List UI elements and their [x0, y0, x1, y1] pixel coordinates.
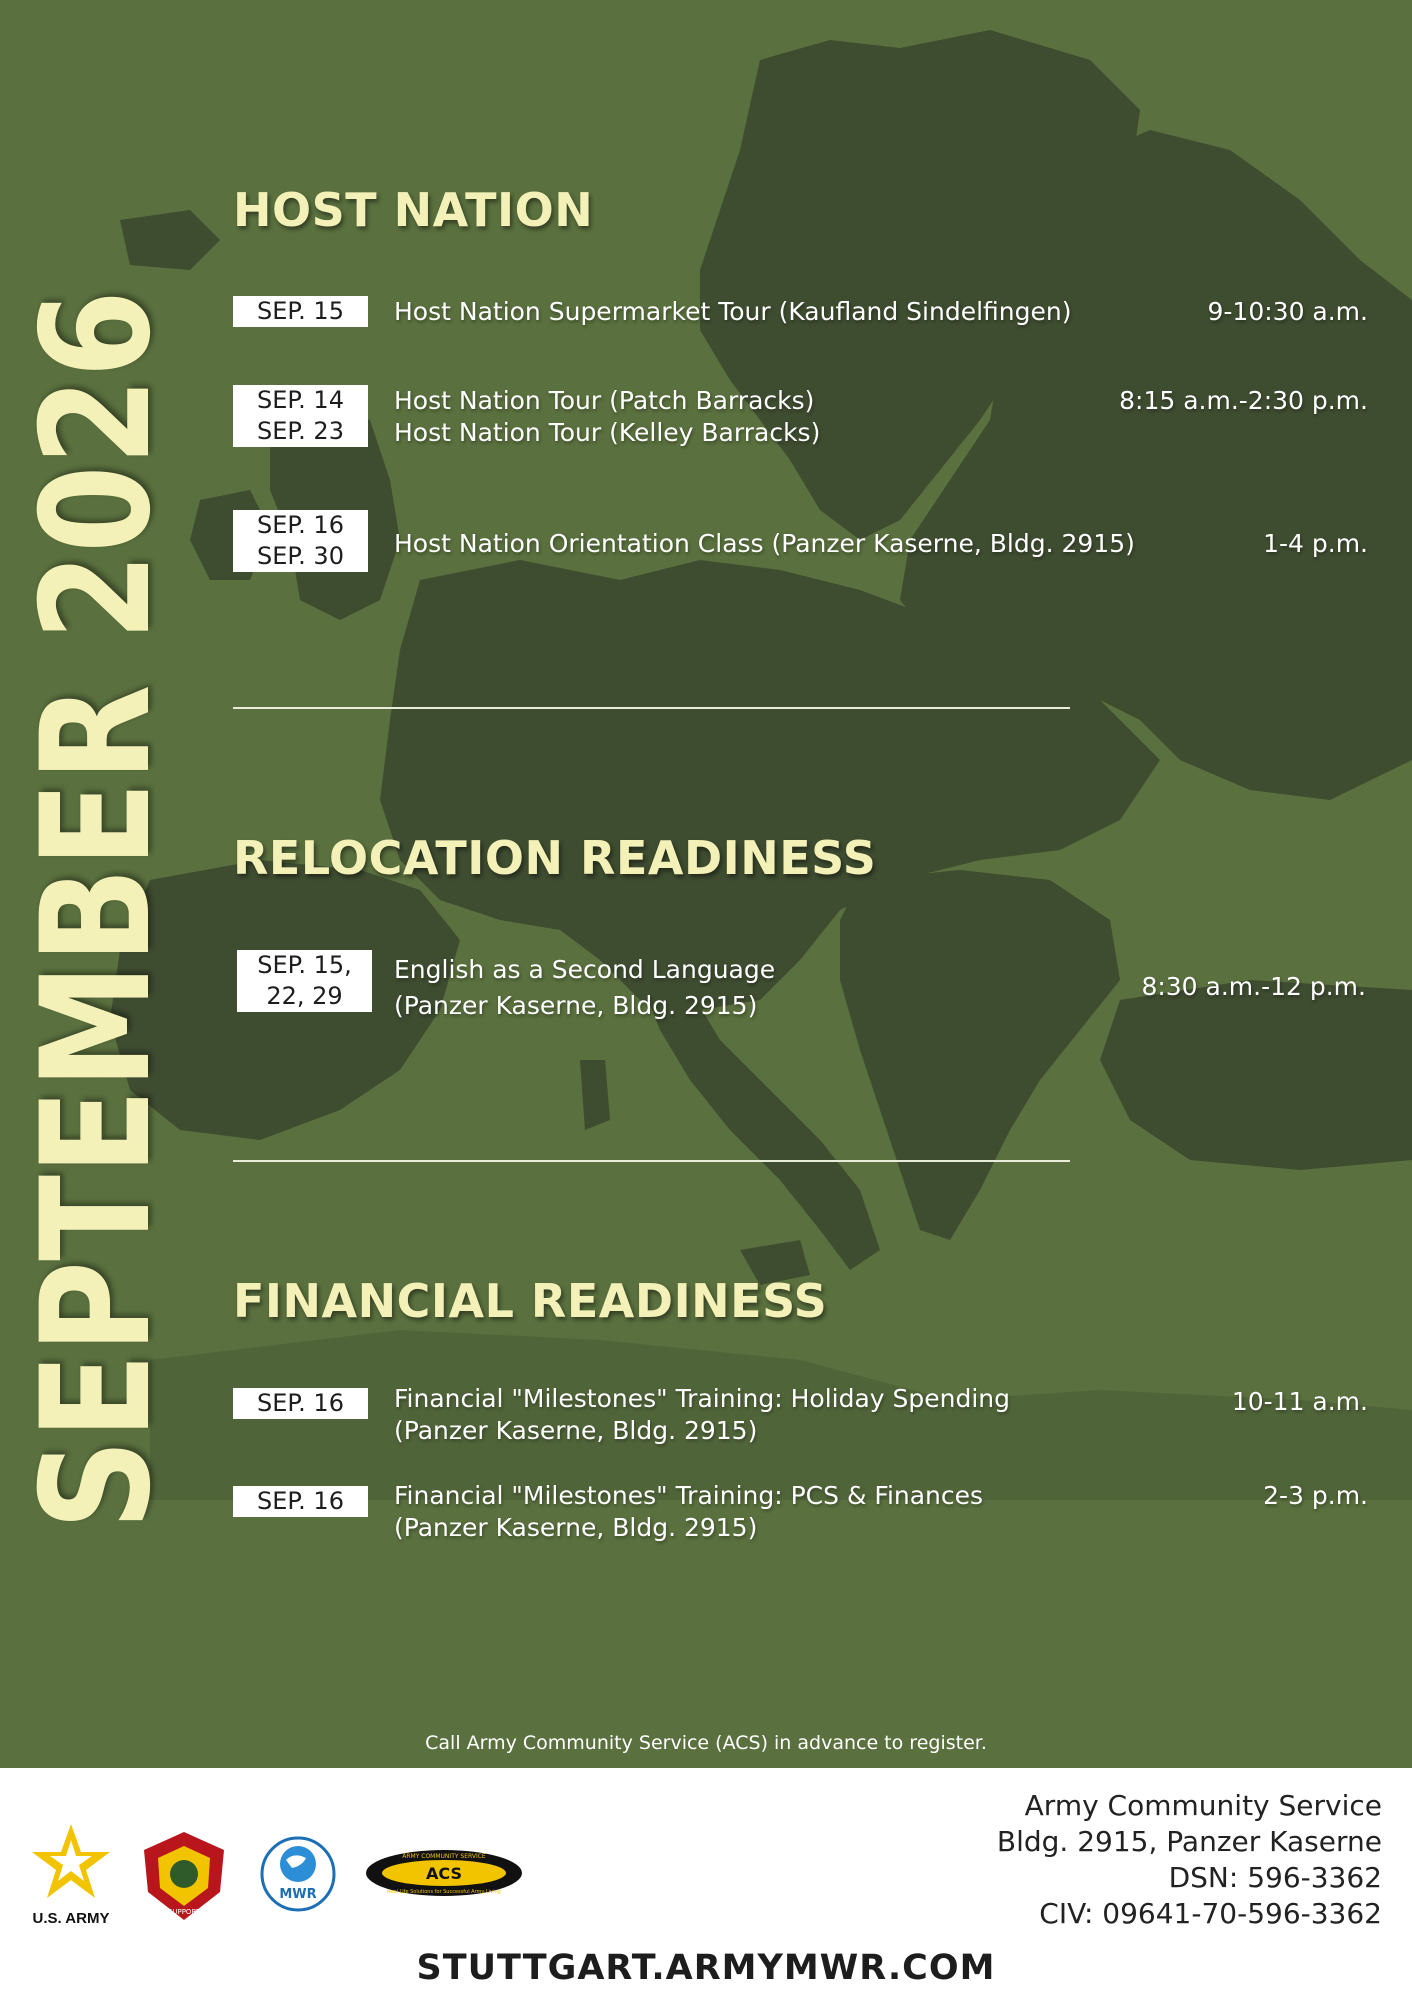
section-title-financial: FINANCIAL READINESS [233, 1274, 828, 1328]
acs-logo [364, 1848, 524, 1902]
us-army-logo [28, 1820, 114, 1927]
shield-icon [140, 1830, 228, 1924]
event-title [394, 1480, 983, 1544]
date-badge [233, 296, 368, 327]
date-badge [233, 1486, 368, 1517]
acs-ring-top: ARMY COMMUNITY SERVICE [402, 1853, 486, 1860]
date-text: SEP. 16 [257, 1487, 344, 1515]
mwr-label: MWR [279, 1887, 317, 1902]
installation-support-logo [140, 1830, 228, 1928]
section-divider [233, 1160, 1070, 1162]
event-time: 8:30 a.m.-12 p.m. [1141, 972, 1366, 1001]
event-line: Host Nation Tour (Kelley Barracks) [394, 418, 821, 447]
contact-line: CIV: 09641-70-596-3362 [1039, 1897, 1382, 1930]
acs-emblem-icon [364, 1848, 524, 1898]
event-time: 10-11 a.m. [1231, 1387, 1368, 1416]
date-badge [233, 385, 368, 447]
date-badge [237, 950, 372, 1012]
date-text: SEP. 23 [257, 417, 344, 445]
mwr-logo [258, 1834, 338, 1918]
support-ring-text: SUPPORT [167, 1908, 201, 1916]
event-title [394, 1383, 1010, 1447]
event-time: 9-10:30 a.m. [1207, 297, 1368, 326]
section-divider [233, 707, 1070, 709]
date-text: SEP. 15, [257, 951, 352, 979]
event-time: 8:15 a.m.-2:30 p.m. [1119, 386, 1368, 415]
event-line: Financial "Milestones" Training: PCS & Finances [394, 1481, 984, 1510]
acs-ring-bottom: Real Life Solutions for Successful Army Living [387, 1889, 501, 1895]
date-badge [233, 1388, 368, 1419]
date-badge [233, 510, 368, 572]
acs-label: ACS [426, 1864, 462, 1883]
website-link[interactable]: STUTTGART.ARMYMWR.COM [416, 1948, 996, 1988]
us-army-label: U.S. ARMY [32, 1910, 110, 1927]
event-line: Host Nation Tour (Patch Barracks) [394, 386, 815, 415]
event-line: English as a Second Language [394, 955, 776, 984]
month-title [10, 53, 184, 1530]
contact-block [997, 1788, 1382, 1932]
event-title [394, 385, 820, 449]
section-title-host-nation: HOST NATION [233, 183, 594, 237]
month-title-graphic [10, 53, 184, 1530]
date-text: SEP. 15 [257, 297, 344, 325]
event-title: Host Nation Supermarket Tour (Kaufland Sindelfingen) [394, 297, 1072, 326]
date-text: SEP. 14 [257, 386, 344, 414]
contact-line: Bldg. 2915, Panzer Kaserne [996, 1825, 1382, 1858]
event-time: 1-4 p.m. [1263, 529, 1368, 558]
event-line: (Panzer Kaserne, Bldg. 2915) [394, 1513, 758, 1542]
event-line: (Panzer Kaserne, Bldg. 2915) [394, 991, 758, 1020]
army-star-icon [28, 1820, 114, 1910]
event-title [394, 952, 775, 1024]
month-title-text: SEPTEMBER 2026 [10, 53, 184, 1530]
date-text: SEP. 16 [257, 511, 344, 539]
event-line: Financial "Milestones" Training: Holiday Spending [394, 1384, 1011, 1413]
event-title: Host Nation Orientation Class (Panzer Kaserne, Bldg. 2915) [394, 529, 1135, 558]
event-line: (Panzer Kaserne, Bldg. 2915) [394, 1416, 758, 1445]
date-text: SEP. 30 [257, 542, 344, 570]
section-title-relocation: RELOCATION READINESS [233, 831, 877, 885]
date-text: SEP. 16 [257, 1389, 344, 1417]
contact-line: Army Community Service [1024, 1789, 1382, 1822]
event-time: 2-3 p.m. [1263, 1481, 1368, 1510]
registration-note: Call Army Community Service (ACS) in advance to register. [425, 1732, 987, 1754]
contact-line: DSN: 596-3362 [1168, 1861, 1382, 1894]
globe-icon [258, 1834, 338, 1914]
date-text: 22, 29 [266, 982, 343, 1010]
